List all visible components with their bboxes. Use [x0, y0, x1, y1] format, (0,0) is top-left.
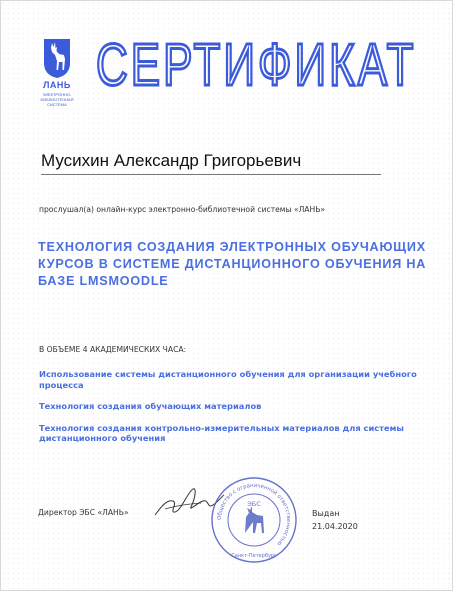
topics-list [39, 369, 419, 455]
topic-item: Технология создания обучающих материалов [39, 401, 262, 411]
recipient-name: Мусихин Александр Григорьевич [41, 151, 381, 175]
course-title: ТЕХНОЛОГИЯ СОЗДАНИЯ ЭЛЕКТРОННЫХ ОБУЧАЮЩИХ КУРСОВ В СИСТЕМЕ ДИСТАНЦИОННОГО ОБУЧЕНИЯ НА БАЗЕ LMSMOODLE [38, 240, 427, 288]
deer-shield-icon [42, 37, 72, 79]
listened-text: прослушал(а) онлайн-курс электронно-библиотечной системы «ЛАНЬ» [39, 205, 326, 214]
certificate-title: СЕРТИФИКАТ [96, 32, 417, 99]
issued-label: Выдан [312, 509, 340, 518]
stamp-city-text: Санкт-Петербург [231, 553, 277, 559]
official-stamp [209, 475, 299, 565]
stamp-deer-icon [245, 506, 264, 533]
logo-name: ЛАНЬ [43, 80, 71, 90]
director-label: Директор ЭБС «ЛАНЬ» [38, 508, 129, 517]
lan-logo [35, 37, 79, 107]
logo-subtitle: ЭЛЕКТРОННО-БИБЛИОТЕЧНАЯ СИСТЕМА [40, 92, 74, 107]
topic-item: Технология создания контрольно-измерительных материалов для системы дистанционного обучения [39, 422, 404, 443]
issued-block [312, 507, 358, 533]
stamp-center-text: ЭБС [247, 500, 261, 508]
stamp-ring-text: Общество с ограниченной ответственностью [216, 482, 292, 547]
hours-text: В ОБЪЕМЕ 4 АКАДЕМИЧЕСКИХ ЧАСА: [39, 345, 187, 354]
topic-item: Использование системы дистанционного обучения для организации учебного процесса [39, 369, 417, 390]
issued-date: 21.04.2020 [312, 522, 358, 531]
